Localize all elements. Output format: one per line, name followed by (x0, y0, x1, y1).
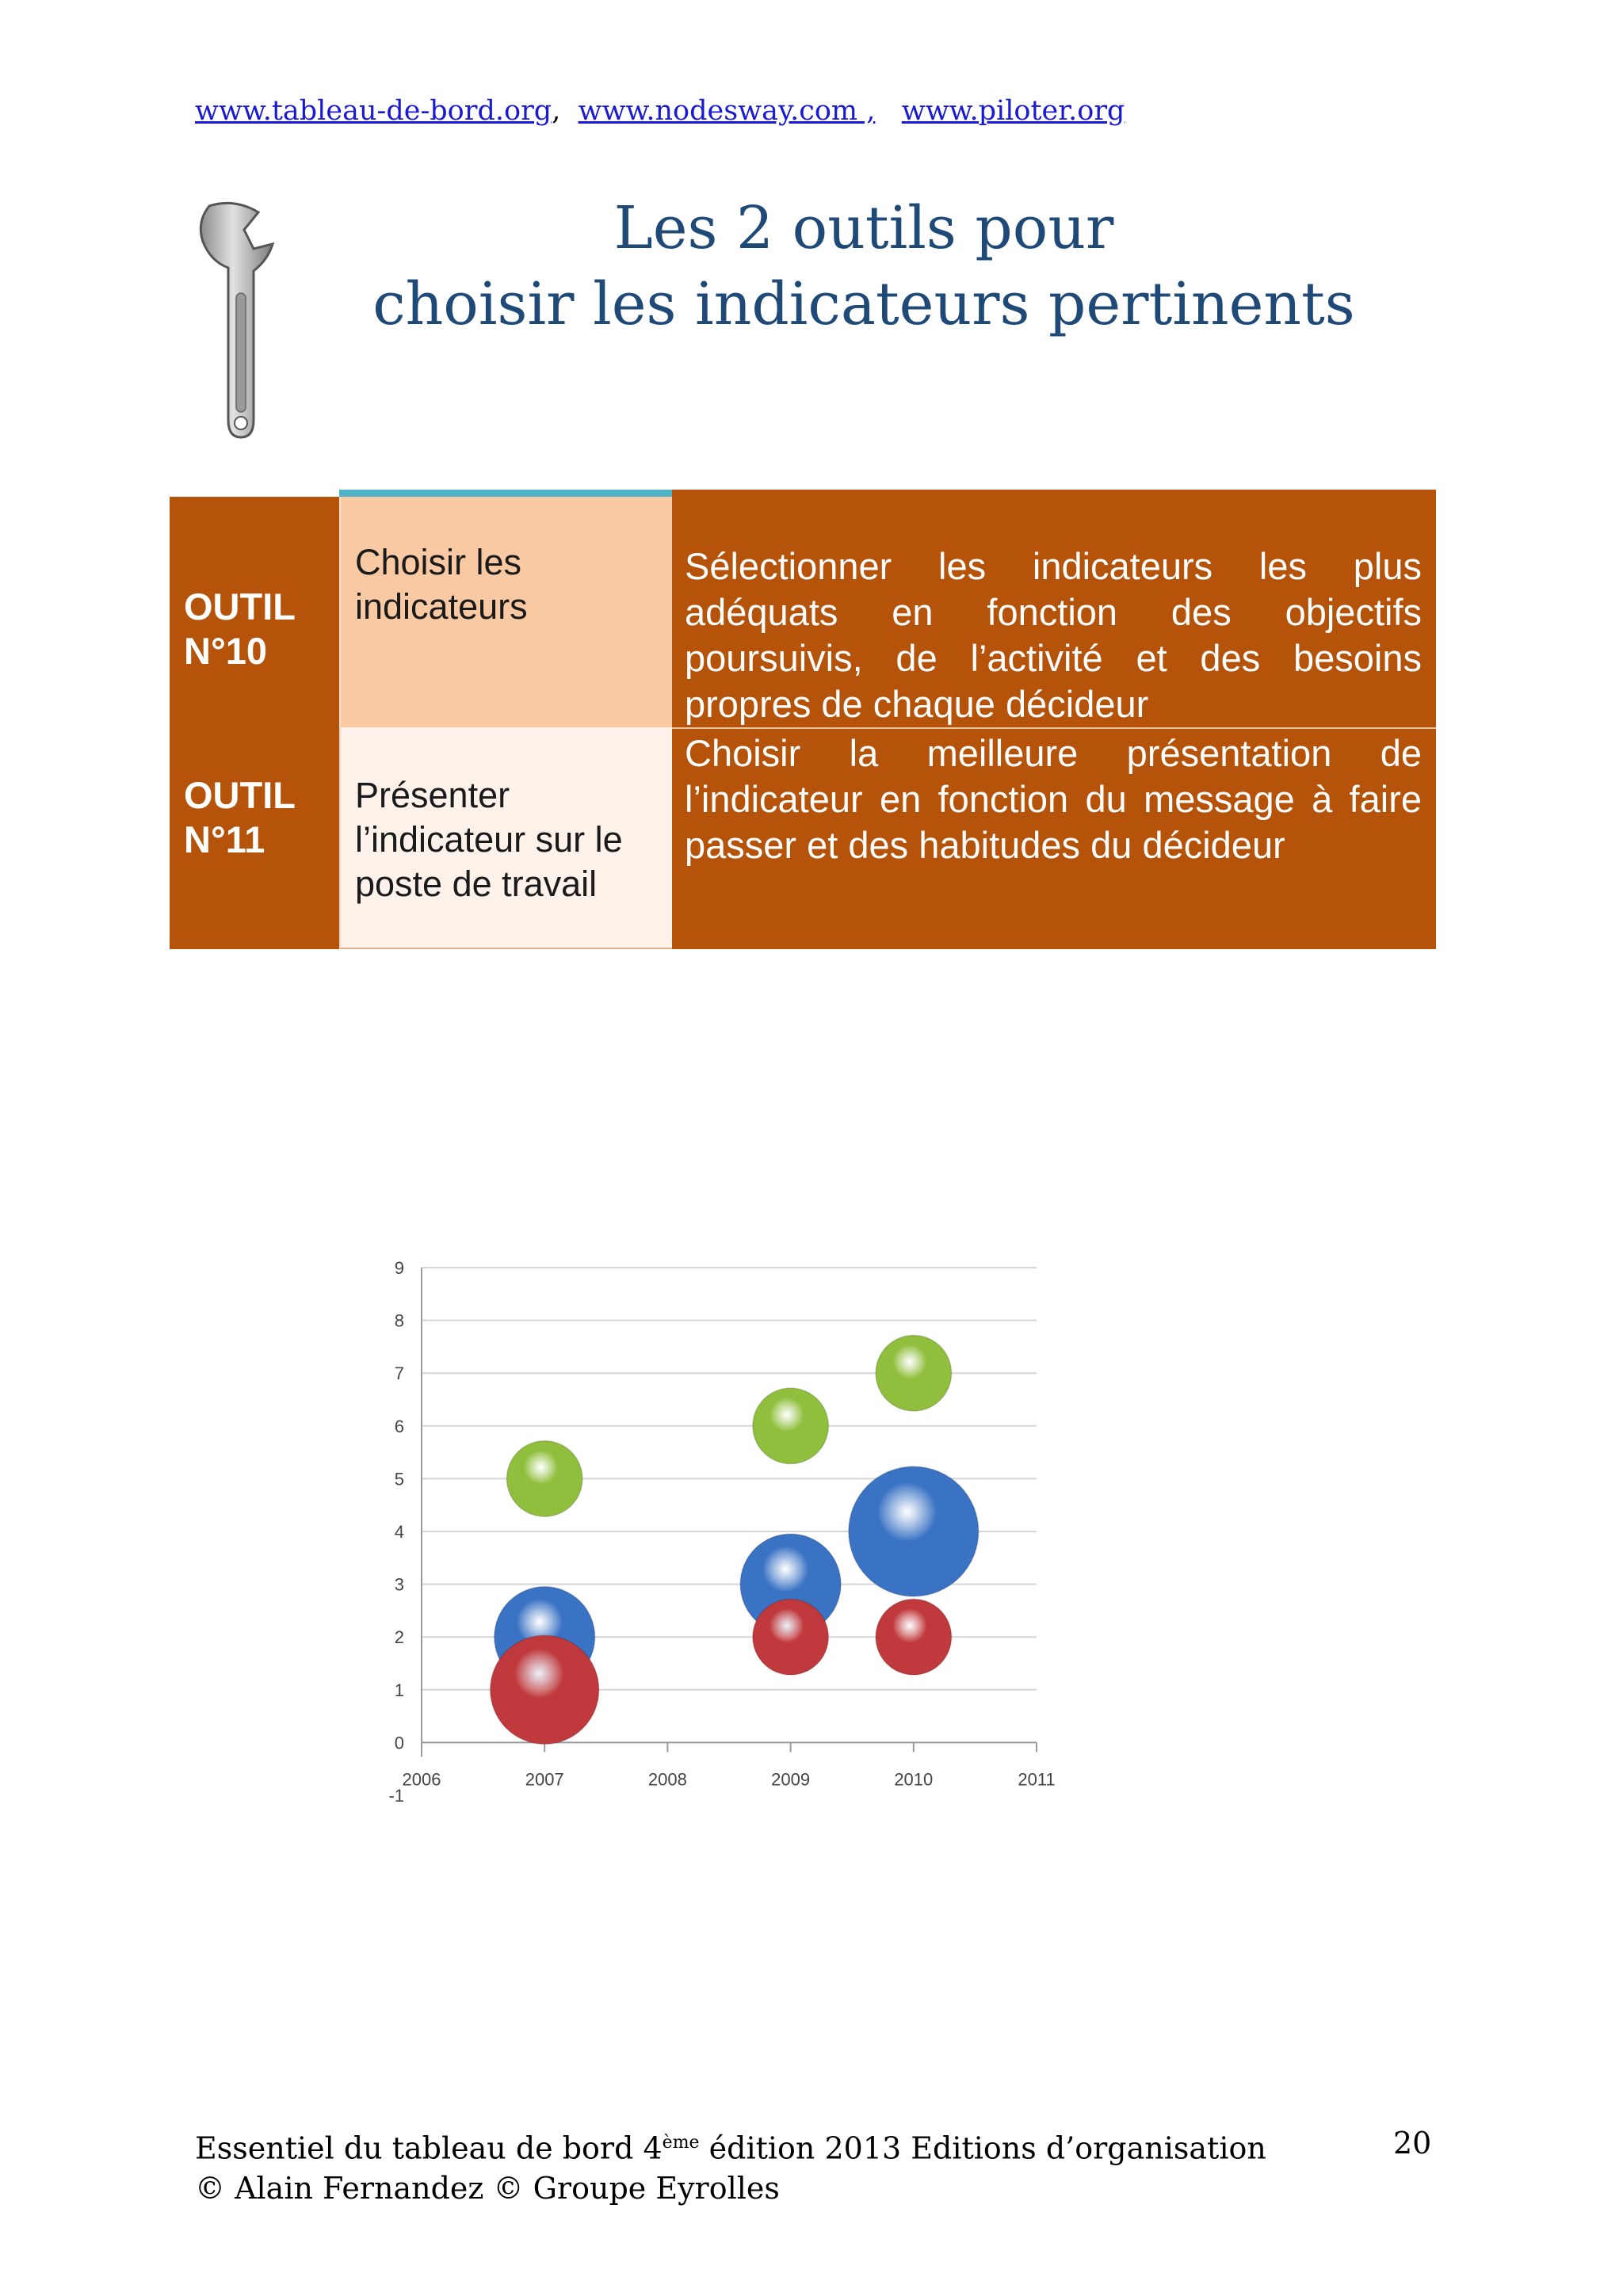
bubble-point (506, 1441, 582, 1517)
y-tick-label: 3 (394, 1574, 404, 1595)
header-links (195, 95, 1125, 127)
footer-publisher: édition 2013 Editions d’organisation (699, 2130, 1266, 2166)
y-tick-label: 9 (394, 1258, 404, 1278)
tool-11-code-number: N°11 (184, 818, 265, 860)
link-nodesway[interactable]: www.nodesway.com , (578, 95, 876, 127)
bubble-point (753, 1388, 829, 1464)
tool-11-name (355, 773, 623, 906)
y-tick-label: 7 (394, 1363, 404, 1384)
x-tick-label: 2010 (894, 1769, 934, 1790)
page-title (333, 190, 1395, 342)
tool-code-column (170, 497, 339, 949)
link-separator: , (552, 95, 561, 127)
tool-10-description: Sélectionner les indicateurs les plus adéquats en fonction des objectifs poursuivis, de l’activité et des besoins propres de chaque décideur (685, 545, 1422, 725)
bubble-chart (349, 1236, 1062, 1838)
y-tick-label: 0 (394, 1733, 404, 1753)
tool-10-name-line-2: indicateurs (355, 586, 528, 627)
x-tick-label: 2006 (402, 1769, 441, 1790)
tool-10-name (355, 540, 528, 629)
tool-11-description: Choisir la meilleure présentation de l’indicateur en fonction du message à faire passer et des habitudes du décideur (685, 732, 1422, 866)
table-top-bar (339, 490, 1436, 497)
tool-11-name-line-1: Présenter (355, 775, 510, 815)
x-tick-label: 2011 (1018, 1769, 1056, 1790)
footer (195, 2123, 1266, 2208)
table-top-accent (339, 490, 672, 497)
bubble-point (876, 1599, 952, 1675)
tools-table (170, 490, 1436, 949)
x-tick-label: 2009 (771, 1769, 811, 1790)
x-tick-label: 2007 (525, 1769, 564, 1790)
title-line-2: choisir les indicateurs pertinents (372, 270, 1355, 338)
tool-10-code-label: OUTIL (184, 585, 296, 627)
row-divider (672, 727, 1436, 729)
title-line-1: Les 2 outils pour (613, 194, 1114, 262)
tool-11-name-line-3: poste de travail (355, 864, 598, 904)
wrench-icon (195, 198, 282, 444)
tool-11-code-label: OUTIL (184, 774, 296, 816)
link-tableau-de-bord[interactable]: www.tableau-de-bord.org (195, 95, 552, 127)
y-tick-label: 6 (394, 1416, 404, 1436)
tool-10-code (184, 585, 296, 673)
y-tick-label: 2 (394, 1627, 404, 1648)
footer-edition (195, 2123, 1266, 2168)
x-tick-label: 2008 (647, 1769, 687, 1790)
tool-10-name-line-1: Choisir les (355, 542, 522, 582)
y-tick-label: 8 (394, 1310, 404, 1331)
bubble-point (753, 1599, 829, 1675)
footer-superscript: ème (662, 2133, 700, 2153)
y-tick-label: 1 (394, 1680, 404, 1700)
link-piloter[interactable]: www.piloter.org (901, 95, 1125, 127)
y-tick-label: -1 (388, 1786, 404, 1806)
footer-copyright: © Alain Fernandez © Groupe Eyrolles (195, 2170, 780, 2206)
bubble-point (876, 1335, 952, 1411)
y-tick-label: 4 (394, 1522, 404, 1542)
bubble-point (849, 1466, 979, 1596)
page-number: 20 (1393, 2126, 1432, 2161)
tool-11-code (184, 773, 296, 862)
footer-title: Essentiel du tableau de bord 4 (195, 2130, 663, 2166)
bubble-point (491, 1635, 599, 1744)
y-tick-label: 5 (394, 1469, 404, 1489)
tool-11-name-line-2: l’indicateur sur le (355, 819, 623, 860)
tool-10-code-number: N°10 (184, 630, 268, 672)
